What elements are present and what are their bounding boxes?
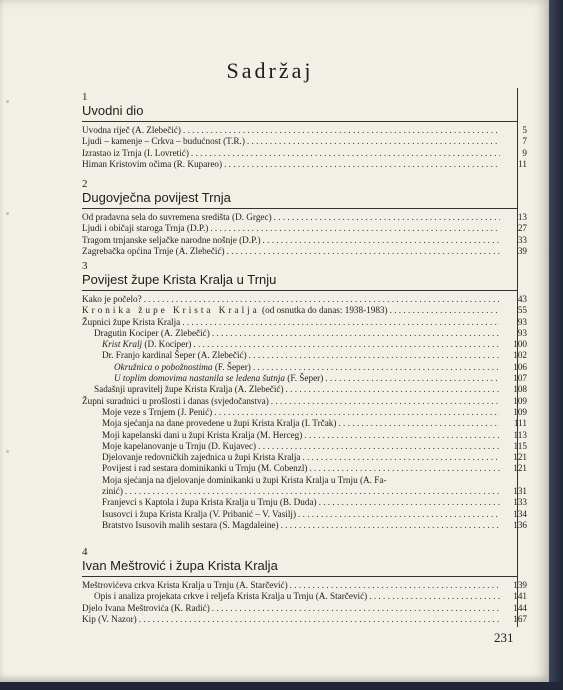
section-divider [82,121,517,122]
page-ref: 121 [513,452,527,463]
page-ref: 108 [513,384,527,395]
paper-speck [6,100,9,103]
toc-entry[interactable]: Dr. Franjo kardinal Šeper (A. Zlebečić) . . . 102 [82,350,502,361]
page-ref: 141 [513,591,527,602]
toc-entry[interactable]: Okružnica o pobožnostima (F. Šeper) . . . 106 [82,362,502,373]
toc-entry[interactable]: U toplim domovima nastanila se ledena šutnja (F. Šeper) . . . 107 [82,373,502,384]
toc-entry[interactable]: Ljudi – kamenje – Crkva – budućnost (T.R.) . . . 7 [82,136,502,147]
page-ref: 7 [522,136,527,147]
toc-entry[interactable]: Kako je počelo? . . . 43 [82,294,502,305]
toc-entry[interactable]: Himan Kristovim očima (R. Kupareo) . . . 11 [82,159,502,170]
page-ref: 111 [513,418,527,429]
section-number: 2 [82,178,88,190]
page-ref: 131 [513,486,527,497]
section-title: Povijest župe Krista Kralja u Trnju [82,272,277,287]
toc-entry[interactable]: Krist Kralj (D. Kociper) . . . 100 [82,339,502,350]
section-number: 1 [82,91,88,103]
page-ref: 27 [517,223,527,234]
toc-entry[interactable]: Sadašnji upravitelj župe Krista Kralja (A. Zlebečić) . . . 108 [82,384,502,395]
toc-entry[interactable]: Moje veze s Trnjem (J. Penić) . . . 109 [82,407,502,418]
book-bottom-edge [0,682,563,690]
paper-speck [6,450,9,453]
page-ref: 106 [513,361,527,372]
toc-entry[interactable]: Kip (V. Nazor) . . . 167 [82,614,502,625]
page-ref: 109 [513,395,527,406]
section-title: Uvodni dio [82,103,144,118]
toc-entry[interactable]: Djelovanje redovničkih zajednica u župi Krista Kralja . . . 121 [82,452,502,463]
page-ref: 93 [517,316,527,327]
toc-entry[interactable]: Dragutin Kociper (A. Zlebečić) . . . 93 [82,328,502,339]
section-number: 3 [82,260,88,272]
toc-entry[interactable]: Moja sjećanja na dane provedene u župi Krista Kralja (I. Trčak) . . . 111 [82,418,502,429]
page-ref: 109 [513,406,527,417]
toc-section-1 [82,91,527,170]
toc-entry[interactable]: Ljudi i običaji staroga Trnja (D.P.) . . . 27 [82,223,502,234]
paper-speck [6,212,9,215]
section-divider [82,290,517,291]
toc-entry[interactable]: Isusovci i župa Krista Kralja (V. Pribanić – V. Vasilj) . . . 134 [82,509,502,520]
page-ref: 121 [513,463,527,474]
page-ref: 55 [517,305,527,316]
page-ref: 9 [522,147,527,158]
section-divider [82,576,517,577]
page-title: Sadržaj [226,58,314,83]
toc-entry[interactable]: Povijest i rad sestara dominikanki u Trnju (M. Cobenzl) . . . 121 [82,463,502,474]
toc-entry[interactable]: Zagrebačka općina Trnje (A. Zlebečić) . . . 39 [82,246,502,257]
page-ref: 144 [513,602,527,613]
toc-entry[interactable]: Moje kapelanovanje u Trnju (D. Kujavec) . . . 115 [82,441,502,452]
section-divider [82,208,517,209]
page-ref: 102 [513,350,527,361]
page-ref: 5 [522,125,527,135]
toc-entry[interactable]: Izrastao iz Trnja (I. Lovretić) . . . 9 [82,148,502,159]
toc-entry[interactable]: Meštrovićeva crkva Krista Kralja u Trnju (A. Starčević) . . . 139 [82,580,502,591]
page-ref: 133 [513,497,527,508]
toc-entry[interactable]: Moji kapelanski dani u župi Krista Kralja (M. Herceg) . . . 113 [82,430,502,441]
page-ref: 107 [513,373,527,384]
page-number: 231 [494,630,514,645]
page-ref: 136 [513,519,527,530]
toc-entry[interactable]: Župni suradnici u prošlosti i danas (svjedočanstva) . . . 109 [82,396,502,407]
page-ref: 134 [513,508,527,519]
page-ref: 139 [513,580,527,590]
book-cover-edge [549,0,563,690]
toc-entry[interactable]: Bratstvo Isusovih malih sestara (S. Magdaleine) . . . 136 [82,520,502,531]
toc-entry-wrapped-first-line[interactable]: Moja sjećanja na djelovanje dominikanki u župi Krista Kralja u Trnju (A. Fa- [102,474,387,485]
section-number: 4 [82,546,88,558]
toc-entry[interactable]: Djelo Ivana Meštrovića (K. Radić) . . . 144 [82,603,502,614]
section-title: Ivan Meštrović i župa Krista Kralja [82,558,278,573]
toc-entry[interactable]: Uvodna riječ (A. Zlebečić) . . . 5 [82,125,502,136]
page-ref: 100 [513,339,527,350]
page-ref: 115 [513,440,527,451]
toc-section-4 [82,546,527,625]
section-title: Dugovječna povijest Trnja [82,190,231,205]
toc-section-3 [82,260,527,531]
page-ref: 43 [517,294,527,304]
toc-entry[interactable]: Kronika župe Krista Kralja (od osnutka do danas: 1938-1983) . . . 55 [82,305,502,316]
toc-entry[interactable]: Župnici župe Krista Kralja . . . 93 [82,317,502,328]
page-ref: 13 [517,212,527,222]
toc-entry[interactable]: Franjevci s Kaptola i župa Krista Kralja u Trnju (B. Duda) . . . 133 [82,497,502,508]
page-ref: 11 [518,158,527,169]
toc-entry[interactable]: Tragom trnjanske seljačke narodne nošnje (D.P.) . . . 33 [82,235,502,246]
page-ref: 93 [517,327,527,338]
toc-entry[interactable]: Opis i analiza projekata crkve i reljefa Krista Kralja u Trnju (A. Starčević) . . . 141 [82,591,502,602]
toc-entry-wrapped-second-line[interactable]: zinić) . . . 131 [82,486,502,497]
page-ref: 167 [513,613,527,624]
page-ref: 39 [517,245,527,256]
page-ref: 33 [517,234,527,245]
chronicle-title: Kronika župe Krista Kralja [82,305,260,316]
toc-entry[interactable]: Od pradavna sela do suvremena središta (D. Grgec) . . . 13 [82,212,502,223]
toc-section-2 [82,178,527,257]
page-ref: 113 [513,429,527,440]
